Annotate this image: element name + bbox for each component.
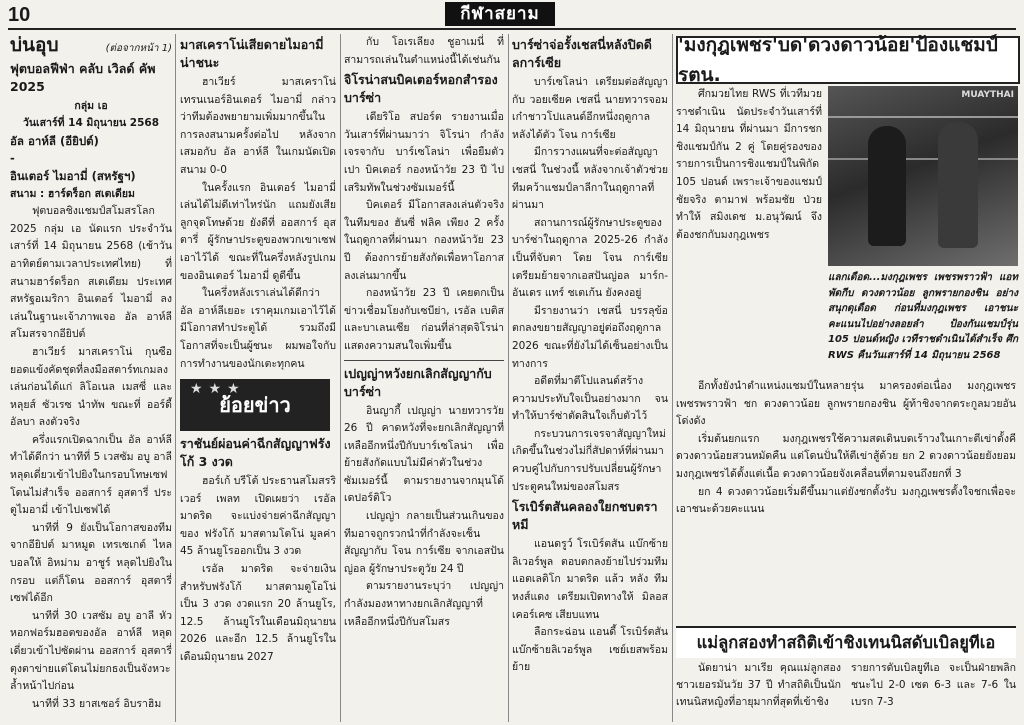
article-headline: มาสเคราโน่เสียดายไมอามี่น่าชนะ: [180, 37, 324, 70]
paragraph: แอนดรูว์ โรเบิร์ตสัน แบ๊กซ้ายลิเวอร์พูล ตอบตกลงย้ายไปร่วมทีม แอตเลติโก มาดริด แล้ว หลัง ทีมหงส์แดง เตรียมเปิดทางให้ มิลอส เคอร์เคซ เสียบแทน: [512, 538, 668, 621]
group-label: กลุ่ม เอ: [74, 99, 108, 112]
tennis-headline: แม่ลูกสองทำสถิติเข้าชิงเทนนิสดับเบิลยูทีเอ: [676, 626, 1016, 658]
article-headline: บาร์ซ่าจ่อรั้งเชสนี่หลังปิดดีลการ์เซีย: [512, 37, 652, 70]
article-headline: โรเบิร์ตสันคลองใยกชบตราหมี: [512, 499, 658, 533]
paragraph: เดียริโอ สปอร์ต รายงานเมื่อวันเสาร์ที่ผ่านมาว่า จิโรน่า กำลังเจรจากับ บาร์เซโลน่า เพื่อยืมตัว เปา บิคเตอร์ กองหน้าวัย 23 ปี ไปเสริมทัพในช่วงซัมเมอร์นี้: [344, 111, 504, 194]
paragraph: กองหน้าวัย 23 ปี เคยตกเป็นข่าวเชื่อมโยงกับเซบีย่า, เรอัล เบติส และบาเลนเซีย ก่อนที่ล่าสุดจิโรน่าแสดงความสนใจเพิ่มขึ้น: [344, 287, 504, 352]
continued-note: (ต่อจากหน้า 1): [105, 43, 172, 54]
section-divider: [344, 360, 504, 361]
column-2: [180, 34, 336, 724]
paragraph: กับ โอเรเลียง ชูอาเมนี่ ที่สามารถเล่นในตำแหน่งนี้ได้เช่นกัน: [344, 36, 504, 66]
team-1: อัล อาห์ลี (อียิปต์): [10, 133, 99, 148]
venue: สนาม : ฮาร์ดร็อก สเตเดียม: [10, 187, 135, 200]
stars-icon: ★★★: [190, 381, 246, 398]
article-title: บ่นอุบ: [10, 34, 59, 56]
paragraph: บาร์เซโลน่า เตรียมต่อสัญญากับ วอยเซียค เชสนี่ นายทวารจอมเก๋าชาวโปแลนด์อีกหนึ่งฤดูกาล หลังได้ตัว โจน การ์เซีย: [512, 76, 668, 141]
ring-ropes: [828, 116, 1018, 160]
paragraph: นัดยาน่า มาเรีย คุณแม่ลูกสองชาวเยอรมันวัย 37 ปี ทำสถิติเป็นนักเทนนิสหญิงที่อายุมากที่สุดที่เข้าชิงรายการดับเบิลยูทีเอ จะเป็นฝ่ายพลิกชนะไป 2-0 เซต 6-3 และ 7-6 ในเบรก 7-3: [676, 662, 1016, 708]
column-1: [10, 34, 172, 724]
paragraph: นาทีที่ 33 ยาสเซอร์ อิบราฮิม: [32, 697, 162, 710]
boxing-photo: [828, 86, 1018, 266]
paragraph: ฟุตบอลชิงแชมป์สโมสรโลก 2025 กลุ่ม เอ นัดแรก ประจำวันเสาร์ที่ 14 มิถุนายน 2568 (เช้าวันอาทิตย์ตามเวลาประเทศไทย) ที่สนามฮาร์ดร็อก สเตเดียม ประเทศสหรัฐอเมริกา อินเตอร์ ไมอามี่ ลงเล่นในฐานะเจ้าภาพเจอ อัล อาห์ลี สโมสรจากอียิปต์: [10, 205, 172, 341]
match-header: ฟุตบอลฟีฟ่า คลับ เวิลด์ คัพ 2025: [10, 60, 156, 94]
paragraph: บิคเตอร์ มีโอกาสลงเล่นตัวจริงในทีมของ ฮันซี่ ฟลิค เพียง 2 ครั้งในฤดูกาลที่ผ่านมา กองหน้าวัย 23 ปี ต้องการย้ายสังกัดเพื่อหาโอกาสลงเล่นมากขึ้น: [344, 199, 504, 282]
paragraph: กระบวนการเจรจาสัญญาใหม่เกิดขึ้นในช่วงไม่กี่สัปดาห์ที่ผ่านมา ควบคู่ไปกับการปรับเปลี่ยนผู้รักษาประตูคนใหม่ของสโมสร: [512, 427, 666, 493]
paragraph: ฮอร์เก้ บรีโต้ ประธานสโมสรริเวอร์ เพลท เปิดเผยว่า เรอัล มาดริด จะแบ่งจ่ายค่าฉีกสัญญาของ ฟรังโก้ มาสตามโตโน่ มูลค่า 45 ล้านยูโรออกเป็น 3 งวด: [180, 475, 336, 558]
match-date: วันเสาร์ที่ 14 มิถุนายน 2568: [22, 117, 159, 130]
page-number: 10: [8, 4, 31, 26]
article-headline: เปญญ่าหวังยกเลิกสัญญากับบาร์ซ่า: [344, 365, 492, 399]
paragraph: ยก 4 ดวงดาวน้อยเริ่มดีขึ้นมาแต่ยังชกตั้งรับ มงกุฎเพชรตั้งใจชกเพื่อจะเอาชนะด้วยคะแนน: [676, 485, 1016, 516]
paragraph: ครึ่งแรกเปิดฉากเป็น อัล อาห์ลี ทำได้ดีกว่า นาทีที่ 5 เวสซัม อบู อาลี หลุดเดี่ยวเข้าไปยิงในกรอบโทษเซฟโดนไม่สำเร็จ ออสการ์ อุสตารี่ ประตูไมอามี่ เข้าไปเซฟได้: [10, 433, 172, 517]
section-masthead: กีฬาสยาม: [445, 2, 555, 26]
boxing-article-body: [676, 378, 1016, 624]
paragraph: ฮาเวียร์ มาสเคราโน่ กุนซือยอดแข้งคัดชุดที่ลงมือสตาร์ทเกมลงเล่นก่อนได้แก่ ลิโอเนล เมสซี่ และหลุยส์ ซัวเรซ นำทัพ ขณะที่ ออร์ดี้ อัลบา ลงตัวจริง: [10, 345, 172, 429]
column-3: [344, 34, 504, 724]
logo-text: ย้อยข่าว: [219, 393, 291, 418]
paragraph: สถานการณ์ผู้รักษาประตูของบาร์ซ่าในฤดูกาล 2025-26 กำลังเป็นที่จับตา โดย โจน การ์เซีย เตรียมย้ายจากเอสปันญ่อล มาร์ก-อันเดร แทร์ ชเตเก้น ยังคงอยู่: [512, 216, 668, 300]
boxing-headline: 'มงกุฎเพชร'บด'ดวงดาวน้อย'ป้องแชมป์รตน.: [676, 36, 1020, 84]
team-vs: -: [10, 151, 15, 166]
article-headline: จิโรน่าสนบิคเตอร์หอกสำรองบาร์ซ่า: [344, 72, 498, 106]
paragraph: นาทีที่ 30 เวสซัม อบู อาลี หัวหอกฟอร์มฮอตของอัล อาห์ลี หลุดเดี่ยวเข้าไปซัดผ่าน ออสการ์ อุสตารี่ ตุงตาข่ายแต่โดนไม่ยกธงเป็นจังหวะล้ำหน้าไปก่อน: [10, 609, 172, 693]
paragraph: เรอัล มาดริด จะจ่ายเงินสำหรับฟรังโก้ มาสตามตูโอโน่ เป็น 3 งวด งวดแรก 20 ล้านยูโร, 12.5 ล้านยูโรในเดือนมิถุนายน 2026 และอีก 12.5 ล้านยูโรในเดือนมิถุนายน 2027: [180, 563, 336, 664]
paragraph: เริ่มต้นยกแรก มงกุฎเพชรใช้ความสดเดินบดเร้าวงในเกาะตีเข่าดั้งคีดวงดาวน้อยสวนหมัดคืน แต่โดนปั่นให้ตีเข่าสู้ด้วย ยก 2 ดวงดาวน้อยยังยอมมงกุฎเพชรได้ตั้งแต่เนื้อ ดวงดาวน้อยจังเคลื่อนที่ตามจนถึงยกที่ 3: [676, 432, 1016, 480]
paragraph: เปญญ่า กลายเป็นส่วนเกินของทีมอาจถูกรวกนำที่กำลังจะเซ็นสัญญากับ โจน การ์เซีย จากเอสปันญ่อล ผู้รักษาประตูวัย 24 ปี: [344, 510, 504, 575]
fighter-figure: [868, 126, 906, 246]
paragraph: ลือกระฉ่อน แอนดี้ โรเบิร์ตสัน แบ๊กซ้ายลิเวอร์พูล เซย์เยสพร้อมย้าย: [512, 626, 668, 674]
paragraph: มีการวางแผนที่จะต่อสัญญา เชสนี่ ในช่วงนี้ หลังจากเจ้าตัวช่วยทีมคว้าแชมป์ลาลีกาในฤดูกาลที่ผ่านมา: [512, 146, 668, 212]
paragraph: ฮาเวียร์ มาสเคราโน่ เทรนเนอร์อินเตอร์ ไมอามี่ กล่าวว่าทีมต้องพยายามเพิ่มมากขึ้นในการลงสนามครั้งต่อไป หลังจากเสมอกับ อัล อาห์ลี ในเกมนัดเปิดสนาม 0-0: [180, 76, 336, 176]
article-headline: ราชันย์ผ่อนค่าฉีกสัญญาฟรังโก้ 3 งวด: [180, 436, 331, 470]
tennis-article: [676, 660, 1016, 722]
column-divider: [175, 34, 176, 722]
paragraph: ตามรายงานระบุว่า เปญญ่า กำลังมองหาทางยกเลิกสัญญาที่เหลืออีกหนึ่งปีกับสโมสร: [344, 580, 504, 628]
fighter-figure: [938, 122, 978, 248]
ring-sign: MUAYTHAI: [961, 90, 1014, 100]
column-divider: [672, 34, 673, 722]
paragraph: อีกทั้งยังนำตำแหน่งแชมป์ในหลายรุ่น มาครองต่อเนื่อง มงกุฎเพชร เพชรพราวฟ้า ชก ดวงดาวน้อย ลูกพรายกองชิน ผู้ท้าชิงจากตระกูลมวยอันโด่งดัง: [676, 380, 1016, 428]
column-4: [512, 34, 668, 724]
photo-caption: แลกเดือด...มงกุฎเพชร เพชรพราวฟ้า แอทพัดกีบ ดวงดาวน้อย ลูกพรายกองชิน อย่างสนุกดุเดือด ก่อนที่มงกุฎเพชร เอาชนะคะแนนไปอย่างลอยลำ ป้องกันแชมป์รุ่น 105 ปอนด์หญิง เวทีราชดำเนินได้สำเร็จ ศึก RWS คืนวันเสาร์ที่ 14 มิถุนายน 2568: [828, 272, 1018, 361]
boxing-article-left: [676, 86, 822, 376]
team-2: อินเตอร์ ไมอามี่ (สหรัฐฯ): [10, 168, 136, 183]
paragraph: นาทีที่ 9 ยังเป็นโอกาสของทีมจากอียิปต์ มาหมูด เทรเซเกต์ ไหลบอลให้ อิหม่าม อาชูร์ หลุดไปยิงในกรอบ แต่ก็โดน ออสการ์ อุสตารี่ เซฟได้อีก: [10, 521, 172, 605]
column-divider: [340, 34, 341, 722]
paragraph: ศึกมวยไทย RWS ที่เวทีมวยราชดำเนิน นัดประจำวันเสาร์ที่ 14 มิถุนายน ที่ผ่านมา มีการชกชิงแชมป์กัน 2 คู่ โดยคู่รองของรายการเป็นการชิงแชมป์ในพิกัด 105 ปอนด์ เพราะเจ้าของแชมป์ชัยจริง ตามาฟ พร้อมชัย ป่วยทำให้ สมิงเดช ม.อนุวัฒน์ จึงต้องชกกับมงกุฎเพชร: [676, 88, 822, 241]
paragraph: อินญากี้ เปญญ่า นายทวารวัย 26 ปี คาดหวังที่จะยกเลิกสัญญาที่เหลืออีกหนึ่งปีกับบาร์เซโลน่า เพื่อย้ายสังกัดแบบไม่มีค่าตัวในช่วงซัมเมอร์นี้ ตามรายงานจากมุนโด้ เดปอร์ติโว: [344, 404, 504, 505]
paragraph: อดีตที่มาตีโปแลนด์สร้างความประทับใจเป็นอย่างมาก จนทำให้บาร์ซ่าตัดสินใจเก็บตัวไว้: [512, 375, 668, 423]
column-divider: [508, 34, 509, 722]
quote: ในครึ่งหลังเราเล่นได้ดีกว่า อัล อาห์ลีเยอะ เราคุมเกมเอาไว้ได้ มีโอกาสทำประตูได้ รวมถึงมีโอกาสที่จะเป็นผู้ชนะ ผมพอใจกับการทำงานของนักเตะทุกคน: [180, 287, 336, 370]
column-logo: [180, 379, 330, 431]
paragraph: ในครั้งแรก อินเตอร์ ไมอามี่ เล่นได้ไม่ดีเท่าไหร่นัก แถมยังเสียลูกจุดโทษด้วย ยังดีที่ ออสการ์ อุสตารี่ ผู้รักษาประตูของพวกเขาเซฟเอาไว้ได้ ขณะที่ในครึ่งหลังรูปเกมของอินเตอร์ ไมอามี่ ดูดีขึ้น: [180, 181, 336, 282]
paragraph: มีรายงานว่า เชสนี่ บรรลุข้อตกลงขยายสัญญาอยู่ต่อถึงฤดูกาล 2026 ขณะที่ยังไม่ได้เซ็นอย่างเป็นทางการ: [512, 304, 668, 370]
